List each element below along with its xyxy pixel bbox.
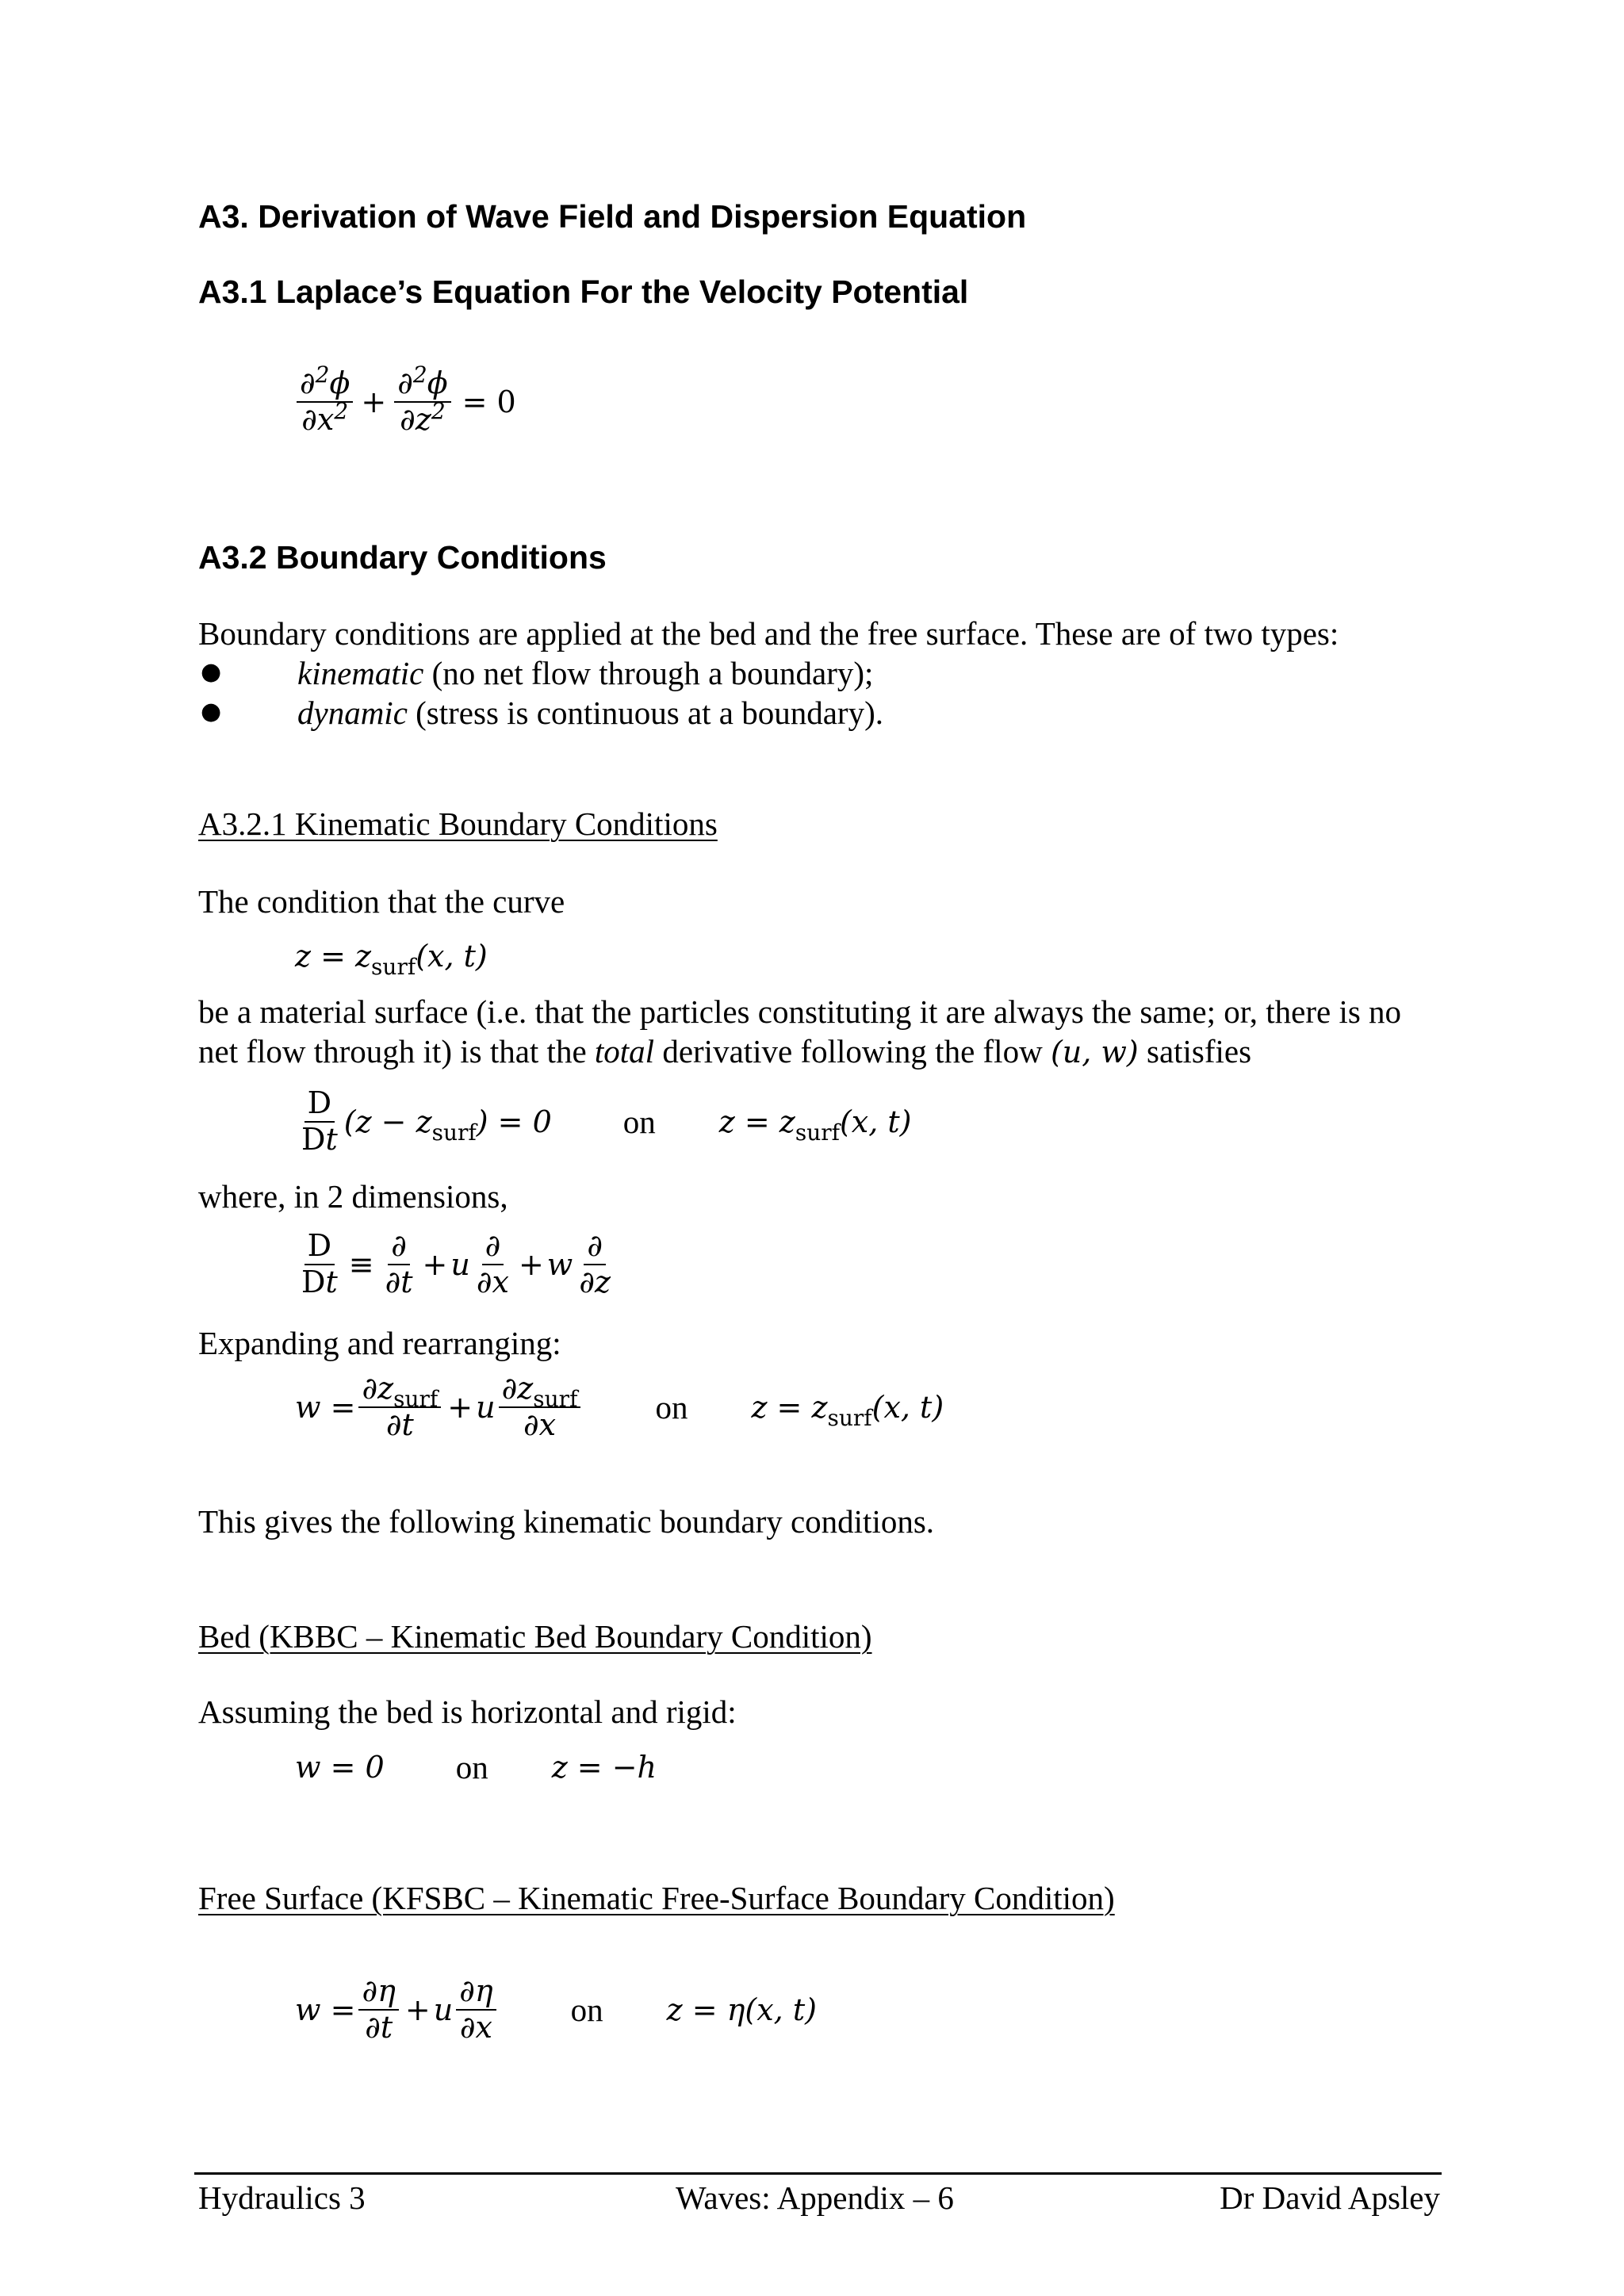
kinematic-general-equation: w = $\frac{\partial z_{surf}}{\partial t}$ + u $\frac{\partial z_{surf}}{\partial x}$ on $z = z_{surf}(x$, t) [295, 1371, 944, 1442]
bullet-dynamic-text: (stress is continuous at a boundary). [407, 695, 883, 731]
assuming-text: Assuming the bed is horizontal and rigid: [198, 1693, 737, 1730]
term-kinematic: kinematic [297, 655, 424, 691]
on-label: on [570, 1991, 603, 2028]
curve-intro-text: The condition that the curve [198, 883, 565, 920]
on-label: on [655, 1388, 688, 1425]
bullet-kinematic-text: (no net flow through a boundary); [423, 655, 874, 691]
bed-heading: Bed (KBBC – Kinematic Bed Boundary Condition) [198, 1618, 872, 1655]
on-label: on [622, 1103, 656, 1140]
bullet-marker: ● [201, 698, 222, 725]
expanding-text: Expanding and rearranging: [198, 1325, 561, 1361]
material-surface-text-2 [198, 1032, 1251, 1070]
flow-velocity-symbol: (u, w) [1050, 1035, 1139, 1070]
bullet-dynamic [297, 694, 883, 732]
laplace-equation: $\frac{\partial^2\phi}{\partial x^2}$ + $\frac{\partial^2\phi}{\partial z^2}$ = 0 [293, 366, 516, 437]
bc-intro-text: Boundary conditions are applied at the bed and the free surface. These are of two types: [198, 615, 1339, 652]
subsection-heading-a321: A3.2.1 Kinematic Boundary Conditions [198, 806, 718, 842]
term-dynamic: dynamic [297, 695, 408, 731]
material-surface-text-1: be a material surface (i.e. that the particles constituting it are always the same; or, there is no [198, 993, 1402, 1030]
footer-right: Dr David Apsley [1220, 2179, 1440, 2216]
footer-center: Waves: Appendix – 6 [676, 2179, 954, 2216]
section-heading-a31: A3.1 Laplace’s Equation For the Velocity Potential [198, 274, 969, 310]
material-text-part: satisfies [1138, 1033, 1252, 1070]
material-derivative-condition: $\frac{D}{Dt}$ $(z - z_{surf}) = 0$ on $z = z_{surf}(x$, t) [301, 1085, 912, 1157]
footer-rule [194, 2172, 1442, 2175]
bullet-marker: ● [201, 658, 222, 686]
bullet-kinematic [297, 654, 873, 692]
gives-text: This gives the following kinematic boundary conditions. [198, 1503, 935, 1540]
free-surface-condition-equation: w = $\frac{\partial\eta}{\partial t}$ + u $\frac{\partial\eta}{\partial x}$ on z = η(x, t) [295, 1973, 817, 2045]
section-heading-a3: A3. Derivation of Wave Field and Dispersion Equation [198, 198, 1027, 235]
surface-heading: Free Surface (KFSBC – Kinematic Free-Surface Boundary Condition) [198, 1880, 1115, 1916]
term-total: total [594, 1033, 655, 1070]
material-derivative-definition: $\frac{D}{Dt}$ ≡ $\frac{\partial}{\partial t}$ + u $\frac{\partial}{\partial x}$ + w $\frac{\partial}{\partial z}$ [301, 1228, 611, 1299]
on-label: on [455, 1749, 488, 1785]
material-text-part: derivative following the flow [654, 1033, 1051, 1070]
bed-condition-equation: w = 0 on z = −h [295, 1749, 657, 1785]
section-heading-a32: A3.2 Boundary Conditions [198, 539, 607, 576]
where-text: where, in 2 dimensions, [198, 1178, 508, 1215]
surface-curve-equation: $z = z_{surf}(x$, t) [295, 939, 488, 980]
material-text-part: net flow through it) is that the [198, 1033, 595, 1070]
footer-left: Hydraulics 3 [198, 2179, 366, 2216]
